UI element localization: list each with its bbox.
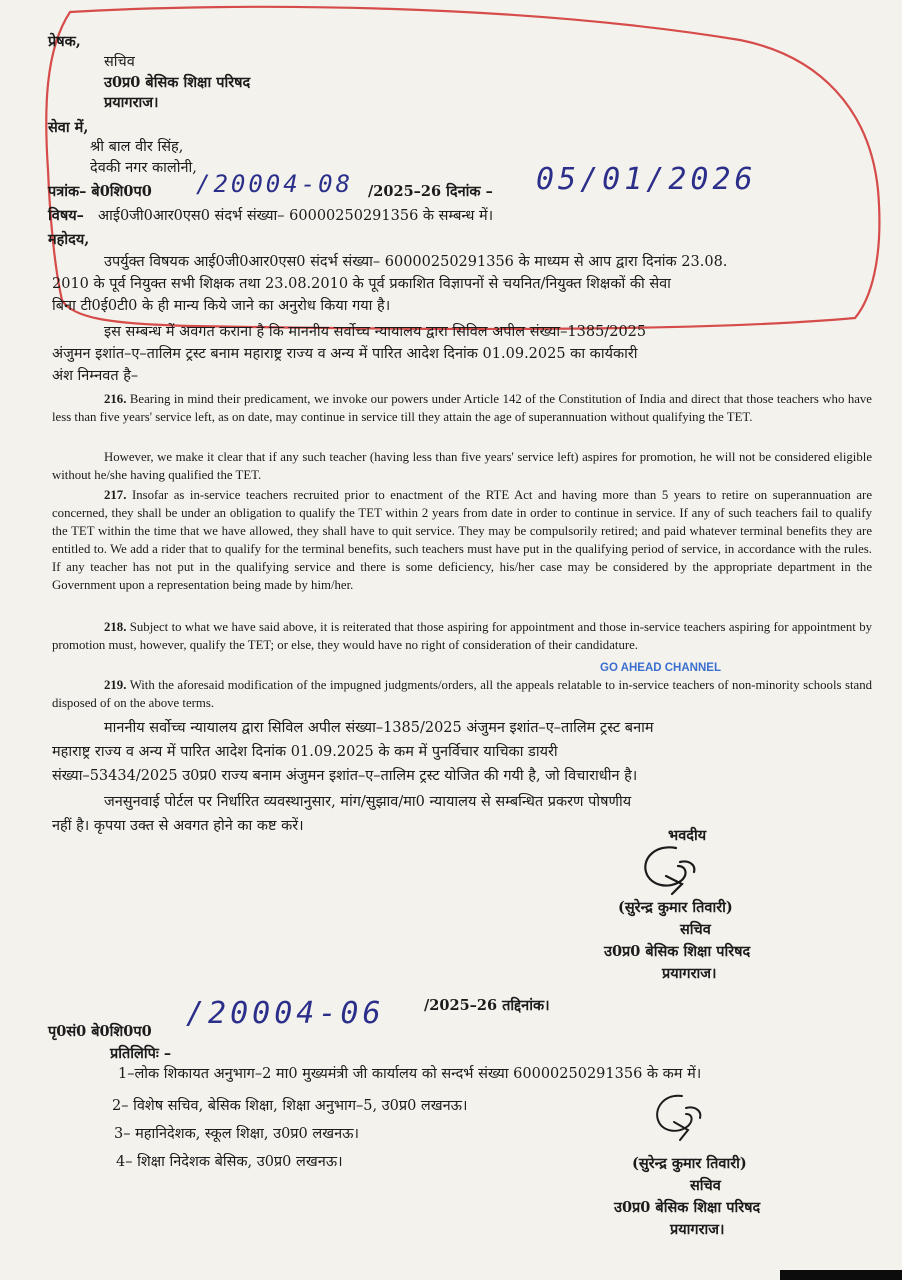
quote-216-number: 216. xyxy=(104,392,127,406)
paragraph-2-line-3: अंश निम्नवत है– xyxy=(52,368,139,384)
sender-organization: उ0प्र0 बेसिक शिक्षा परिषद xyxy=(104,74,251,91)
signatory-1-place: प्रयागराज। xyxy=(662,965,717,982)
signatory-2-organization: उ0प्र0 बेसिक शिक्षा परिषद xyxy=(614,1199,761,1216)
letter-number-label: पत्रांक– बे0शि0प0 xyxy=(48,183,152,200)
quote-paragraph-216 xyxy=(52,390,872,426)
endorsement-date-label: /2025–26 तद्दिनांक। xyxy=(424,997,550,1014)
paragraph-4-line-2: नहीं है। कृपया उक्त से अवगत होने का कष्ट करें। xyxy=(52,818,304,834)
signatory-2-name: (सुरेन्द्र कुमार तिवारी) xyxy=(632,1155,747,1172)
quote-217-number: 217. xyxy=(104,488,127,502)
signatory-1-name: (सुरेन्द्र कुमार तिवारी) xyxy=(618,899,733,916)
watermark-channel: GO AHEAD CHANNEL xyxy=(600,662,721,674)
quote-paragraph-219 xyxy=(52,676,872,712)
letter-date-handwritten: 05/01/2026 xyxy=(536,162,757,197)
sender-label: प्रेषक, xyxy=(48,33,81,50)
paragraph-3-line-1: माननीय सर्वोच्च न्यायालय द्वारा सिविल अपील संख्या–1385/2025 अंजुमन इशांत–ए–तालिम ट्रस्ट बनाम xyxy=(104,720,654,736)
paragraph-1-line-3: बिना टी0ई0टी0 के ही मान्य किये जाने का अनुरोध किया गया है। xyxy=(52,298,391,314)
quote-paragraph-218 xyxy=(52,618,872,654)
quote-paragraph-217 xyxy=(52,486,872,594)
paragraph-2-line-1: इस सम्बन्ध में अवगत कराना है कि माननीय सर्वोच्च न्यायालय द्वारा सिविल अपील संख्या–1385/2025 xyxy=(104,324,647,340)
to-label: सेवा में, xyxy=(48,119,89,136)
letter-number-handwritten: /20004-08 xyxy=(196,170,354,198)
paragraph-4-line-1: जनसुनवाई पोर्टल पर निर्धारित व्यवस्थानुसार, मांग/सुझाव/मा0 न्यायालय से सम्बन्धित प्रकरण पोषणीय xyxy=(104,794,632,810)
signature-mark-1 xyxy=(636,840,706,900)
recipient-name: श्री बाल वीर सिंह, xyxy=(90,139,184,155)
quote-219-text: With the aforesaid modification of the impugned judgments/orders, all the appeals relatable to in-service teachers of non-minority schools stand disposed of on the above terms. xyxy=(52,678,872,710)
salutation: महोदय, xyxy=(48,231,90,248)
closing-bhavdiya: भवदीय xyxy=(668,827,707,844)
signatory-2-place: प्रयागराज। xyxy=(670,1221,725,1238)
copy-item-4: 4– शिक्षा निदेशक बेसिक, उ0प्र0 लखनऊ। xyxy=(116,1154,343,1170)
quote-216-text: Bearing in mind their predicament, we invoke our powers under Article 142 of the Constitution of India and direct that those teachers who have less than five years' service left, as on date, may continue in service till they attain the age of superannuation without qualifying the TET. xyxy=(52,392,872,424)
recipient-address: देवकी नगर कालोनी, xyxy=(90,160,197,176)
sender-designation: सचिव xyxy=(104,54,135,70)
letter-date-label: /2025–26 दिनांक – xyxy=(368,183,493,200)
paragraph-1-line-1: उपर्युक्त विषयक आई0जी0आर0एस0 संदर्भ संख्या– 60000250291356 के माध्यम से आप द्वारा दिनांक 23.08. xyxy=(104,254,728,270)
endorsement-number-handwritten: /20004-06 xyxy=(186,996,385,1031)
subject-text: आई0जी0आर0एस0 संदर्भ संख्या– 60000250291356 के सम्बन्ध में। xyxy=(98,208,494,224)
signatory-2-designation: सचिव xyxy=(690,1177,721,1194)
sender-place: प्रयागराज। xyxy=(104,94,159,111)
quote-218-text: Subject to what we have said above, it is reiterated that those aspiring for appointment and those in-service teachers aspiring for appointment by promotion must, however, qualify the TET; or else, they would have no right of consideration of their candidature. xyxy=(52,620,872,652)
signature-mark-2 xyxy=(648,1090,708,1145)
subject-label: विषय– xyxy=(48,207,84,224)
paragraph-3-line-2: महाराष्ट्र राज्य व अन्य में पारित आदेश दिनांक 01.09.2025 के कम में पुनर्विचार याचिका डायरी xyxy=(52,744,558,760)
paragraph-2-line-2: अंजुमन इशांत–ए–तालिम ट्रस्ट बनाम महाराष्ट्र राज्य व अन्य में पारित आदेश दिनांक 01.09.2025 का कार्यकारी xyxy=(52,346,638,362)
copy-item-2: 2– विशेष सचिव, बेसिक शिक्षा, शिक्षा अनुभाग–5, उ0प्र0 लखनऊ। xyxy=(112,1098,468,1114)
paragraph-1-line-2: 2010 के पूर्व नियुक्त सभी शिक्षक तथा 23.08.2010 के पूर्व प्रकाशित विज्ञापनों से चयनित/नियुक्त शिक्षकों की सेवा xyxy=(52,276,671,292)
quote-218-number: 218. xyxy=(104,620,127,634)
quote-219-number: 219. xyxy=(104,678,127,692)
copy-label: प्रतिलिपिः – xyxy=(110,1045,172,1062)
signatory-1-organization: उ0प्र0 बेसिक शिक्षा परिषद xyxy=(604,943,751,960)
quote-paragraph-216-continued: However, we make it clear that if any such teacher (having less than five years' service left) aspires for promotion, he will not be considered eligible without he/she having qualified the TET. xyxy=(52,450,872,482)
copy-item-3: 3– महानिदेशक, स्कूल शिक्षा, उ0प्र0 लखनऊ। xyxy=(114,1126,360,1142)
endorsement-number-label: पृ0सं0 बे0शि0प0 xyxy=(48,1023,152,1040)
signatory-1-designation: सचिव xyxy=(680,921,711,938)
quote-217-text: Insofar as in-service teachers recruited prior to enactment of the RTE Act and having more than 5 years to retire on superannuation are concerned, they shall be under an obligation to qualify the TET within 2 years from date in order to continue in service. If any of such teachers fail to qualify the TET within the time that we have allowed, they shall have to quit service. They may be compulsorily retired; and paid whatever terminal benefits they are entitled to. We add a rider that to qualify for the terminal benefits, such teachers must have put in the qualifying period of service, in accordance with the rules. If any teacher has not put in the qualifying service and there is some deficiency, his/her case may be considered by the appropriate department in the Government upon a representation being made by him/her. xyxy=(52,488,872,592)
paragraph-3-line-3: संख्या–53434/2025 उ0प्र0 राज्य बनाम अंजुमन इशांत–ए–तालिम ट्रस्ट योजित की गयी है, जो विचाराधीन है। xyxy=(52,768,638,784)
copy-item-1: 1–लोक शिकायत अनुभाग–2 मा0 मुख्यमंत्री जी कार्यालय को सन्दर्भ संख्या 60000250291356 के कम में। xyxy=(118,1066,702,1082)
bottom-edge-bar xyxy=(780,1270,902,1280)
